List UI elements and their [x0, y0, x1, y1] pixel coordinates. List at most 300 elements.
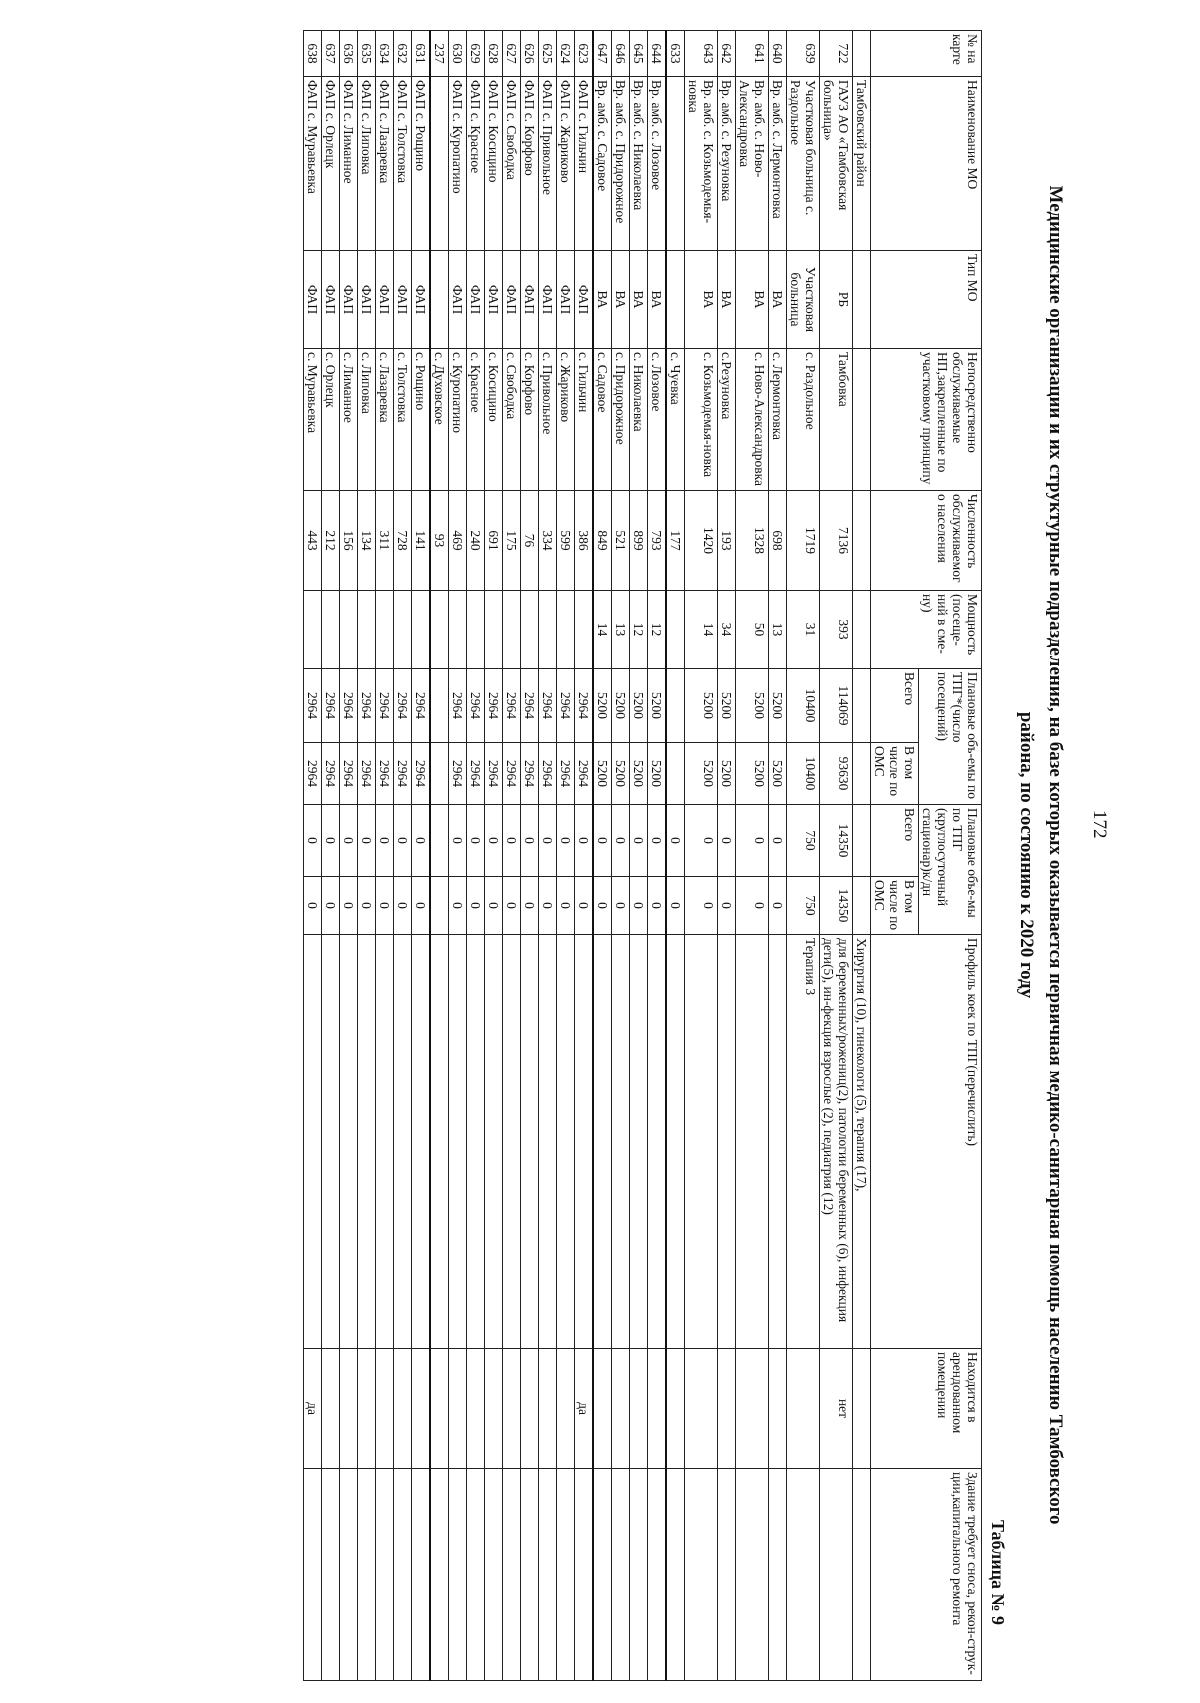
cell-profile [575, 935, 594, 1349]
cell-ao: 2964 [449, 743, 467, 805]
cell-name: Вр. амб. с. Садовое [593, 77, 612, 251]
cell-pop: 1420 [685, 491, 718, 591]
cell-repair [430, 1469, 449, 1681]
cell-name: Вр. амб. с. Лермонтовка [769, 77, 787, 251]
cell-so: 0 [394, 877, 412, 935]
cell-cap: 13 [612, 591, 630, 669]
cell-ao: 2964 [503, 743, 521, 805]
cell-cap [503, 591, 521, 669]
cell-name: Вр. амб. с. Придорожное [612, 77, 630, 251]
cell-pop: 469 [449, 491, 467, 591]
cell-num: 629 [467, 31, 485, 77]
cell-num: 636 [340, 31, 358, 77]
cell-type: ВА [612, 251, 630, 349]
cell-st: 0 [394, 805, 412, 877]
cell-name: ФАП с. Жариково [557, 77, 575, 251]
cell-name: Вр. амб. с. Козьмодемья-новка [685, 77, 718, 251]
cell-type: Участковая больница [787, 251, 820, 349]
cell-profile [467, 935, 485, 1349]
cell-st: 750 [787, 805, 820, 877]
cell-pop: 899 [630, 491, 648, 591]
header-stac-oms: В том числе по ОМС [871, 877, 919, 935]
cell-profile [630, 935, 648, 1349]
cell-profile [539, 935, 557, 1349]
cell-pop: 177 [666, 491, 685, 591]
cell-cap: 34 [718, 591, 736, 669]
cell-pop: 311 [376, 491, 394, 591]
cell-ao: 2964 [539, 743, 557, 805]
cell-rent [503, 1349, 521, 1469]
table-row [521, 31, 539, 1681]
profile-main-a: Хирургия (10), гинекологи (5), терапия (17), [853, 935, 871, 1349]
cell-st: 0 [304, 805, 322, 877]
cell-at: 5200 [685, 669, 718, 743]
cell-profile [503, 935, 521, 1349]
cell-repair [685, 1469, 718, 1681]
cell-at: 2964 [340, 669, 358, 743]
cell-so: 0 [685, 877, 718, 935]
cell-pop: 1719 [787, 491, 820, 591]
cell-pop: 1328 [736, 491, 769, 591]
table-row [322, 31, 340, 1681]
cell-cap: 31 [787, 591, 820, 669]
cell-pop: 691 [485, 491, 503, 591]
cell-num: 638 [304, 31, 322, 77]
table-row [612, 31, 630, 1681]
cell-profile [322, 935, 340, 1349]
cell-at: 5200 [769, 669, 787, 743]
cell-at: 2964 [557, 669, 575, 743]
cell-cap [376, 591, 394, 669]
cell-type: ВА [630, 251, 648, 349]
rotated-page [80, 30, 1120, 1680]
table-row [449, 31, 467, 1681]
cell-np: с. Раздольное [787, 349, 820, 491]
cell-pop: 134 [358, 491, 376, 591]
cell-cap [394, 591, 412, 669]
cell-num: 634 [376, 31, 394, 77]
cell-pop: 175 [503, 491, 521, 591]
table-row [593, 31, 612, 1681]
cell-at: 2964 [521, 669, 539, 743]
cell-ao: 5200 [685, 743, 718, 805]
table-row [467, 31, 485, 1681]
cell-profile [593, 935, 612, 1349]
cell-cap [666, 591, 685, 669]
cell-name: ФАП с. Толстовка [394, 77, 412, 251]
cell-profile [449, 935, 467, 1349]
cell-rent [612, 1349, 630, 1469]
cell-at: 2964 [322, 669, 340, 743]
cell-name: Вр. амб. с. Лозовое [648, 77, 667, 251]
cell-rent: да [304, 1349, 322, 1469]
cell-np: с. Лозовое [648, 349, 667, 491]
cell-st: 0 [685, 805, 718, 877]
cell-repair [557, 1469, 575, 1681]
cell-so: 0 [539, 877, 557, 935]
table-row [557, 31, 575, 1681]
table-row [718, 31, 736, 1681]
cell-name [430, 77, 449, 251]
cell-np: с. Николаевка [630, 349, 648, 491]
table-row [394, 31, 412, 1681]
cell-np: с. Орлецк [322, 349, 340, 491]
header-type: Тип МО [871, 251, 982, 349]
cell-ao: 2964 [394, 743, 412, 805]
cell-num: 642 [718, 31, 736, 77]
cell-profile [521, 935, 539, 1349]
cell-pop: 7136 [820, 491, 853, 591]
cell-np: с. Лазаревка [376, 349, 394, 491]
cell-so: 0 [467, 877, 485, 935]
cell-num: 647 [593, 31, 612, 77]
cell-cap: 14 [685, 591, 718, 669]
table-row [539, 31, 557, 1681]
cell-so: 0 [322, 877, 340, 935]
cell-np: с. Лермонтовка [769, 349, 787, 491]
cell-repair [376, 1469, 394, 1681]
cell-type: ФАП [394, 251, 412, 349]
cell-type: ВА [648, 251, 667, 349]
cell-amb-oms: 93630 [820, 743, 853, 805]
cell-ao: 5200 [612, 743, 630, 805]
cell-rent [593, 1349, 612, 1469]
cell-cap [521, 591, 539, 669]
cell-at: 10400 [787, 669, 820, 743]
cell-rent [449, 1349, 467, 1469]
cell-rent [769, 1349, 787, 1469]
header-rent: Находится в арендованном помещении [871, 1349, 982, 1469]
cell-cap: 393 [820, 591, 853, 669]
cell-at: 2964 [575, 669, 594, 743]
cell-num: 237 [430, 31, 449, 77]
cell-st: 0 [648, 805, 667, 877]
cell-profile [557, 935, 575, 1349]
cell-name: ФАП с. Косицино [485, 77, 503, 251]
cell-st: 0 [575, 805, 594, 877]
district-row [853, 31, 871, 1681]
cell-name: ФАП с. Привольное [539, 77, 557, 251]
cell-repair [467, 1469, 485, 1681]
cell-pop: 76 [521, 491, 539, 591]
cell-num: 641 [736, 31, 769, 77]
cell-num: 645 [630, 31, 648, 77]
cell-so: 0 [449, 877, 467, 935]
cell-repair [322, 1469, 340, 1681]
cell-so: 0 [769, 877, 787, 935]
cell-rent [340, 1349, 358, 1469]
cell-profile [304, 935, 322, 1349]
cell-name: ФАП с. Лиманное [340, 77, 358, 251]
cell-cap [449, 591, 467, 669]
header-amb-total: Всего [871, 669, 919, 743]
cell-name [666, 77, 685, 251]
cell-num: 639 [787, 31, 820, 77]
cell-type: ВА [736, 251, 769, 349]
header-profile: Профиль коек по ТПГ(перечислить) [871, 935, 982, 1349]
cell-so: 0 [304, 877, 322, 935]
cell-st: 0 [612, 805, 630, 877]
cell-cap: 50 [736, 591, 769, 669]
cell-name: ФАП с. Гильчин [575, 77, 594, 251]
cell-repair [648, 1469, 667, 1681]
cell-ao [666, 743, 685, 805]
cell-cap [539, 591, 557, 669]
cell-ao: 5200 [648, 743, 667, 805]
cell-ao: 2964 [322, 743, 340, 805]
header-repair: Здание требует сноса, рекон-струк-ции,капитального ремонта [871, 1469, 982, 1681]
title-line-2: района, по состоянию к 2020 году [1016, 711, 1037, 999]
cell-at: 2964 [304, 669, 322, 743]
cell-rent [630, 1349, 648, 1469]
cell-num: 624 [557, 31, 575, 77]
cell-name: ФАП с. Корфово [521, 77, 539, 251]
cell-num: 644 [648, 31, 667, 77]
cell-rent [467, 1349, 485, 1469]
cell-type: ФАП [376, 251, 394, 349]
cell-pop: 521 [612, 491, 630, 591]
cell-ao: 5200 [769, 743, 787, 805]
cell-type: ФАП [358, 251, 376, 349]
cell-cap [340, 591, 358, 669]
cell-np: с. Садовое [593, 349, 612, 491]
cell-cap [467, 591, 485, 669]
cell-at [666, 669, 685, 743]
cell-np: с. Красное [467, 349, 485, 491]
cell-at: 2964 [503, 669, 521, 743]
cell-repair [820, 1469, 853, 1681]
cell-num: 627 [503, 31, 521, 77]
cell-repair [593, 1469, 612, 1681]
cell-pop: 793 [648, 491, 667, 591]
cell-rent [376, 1349, 394, 1469]
cell-np: Тамбовка [820, 349, 853, 491]
cell-repair [575, 1469, 594, 1681]
cell-np: с. Привольное [539, 349, 557, 491]
table-row [503, 31, 521, 1681]
cell-profile [648, 935, 667, 1349]
cell-at: 2964 [358, 669, 376, 743]
cell-profile [430, 935, 449, 1349]
cell-num: 628 [485, 31, 503, 77]
cell-pop: 334 [539, 491, 557, 591]
cell-repair [503, 1469, 521, 1681]
data-table [303, 30, 982, 1681]
title-line-1: Медицинские организации и их структурные подразделения, на базе которых оказывается первичная медико-санитарная помощь населению Тамбовского [1045, 185, 1066, 1525]
cell-repair [630, 1469, 648, 1681]
cell-st: 0 [736, 805, 769, 877]
district-name: Тамбовский район [853, 77, 871, 251]
table-row [485, 31, 503, 1681]
cell-at: 2964 [485, 669, 503, 743]
cell-type: ФАП [304, 251, 322, 349]
cell-st: 0 [666, 805, 685, 877]
header-pop: Численность обслуживаемого населения [871, 491, 982, 591]
cell-cap: 13 [769, 591, 787, 669]
cell-type: ВА [593, 251, 612, 349]
cell-repair [666, 1469, 685, 1681]
cell-rent [685, 1349, 718, 1469]
cell-st: 0 [449, 805, 467, 877]
cell-np: с. Козьмодемья-новка [685, 349, 718, 491]
table-row [304, 31, 322, 1681]
cell-rent [736, 1349, 769, 1469]
cell-profile [485, 935, 503, 1349]
cell-rent: да [575, 1349, 594, 1469]
cell-at: 5200 [612, 669, 630, 743]
cell-np: с. Гильчин [575, 349, 594, 491]
cell-so: 0 [503, 877, 521, 935]
cell-rent [648, 1349, 667, 1469]
cell-profile: Терапия 3 [787, 935, 820, 1349]
cell-so: 0 [485, 877, 503, 935]
cell-num: 637 [322, 31, 340, 77]
cell-at: 2964 [467, 669, 485, 743]
cell-amb-total: 114069 [820, 669, 853, 743]
cell-np: с. Ново-Александровка [736, 349, 769, 491]
cell-profile [736, 935, 769, 1349]
cell-so: 0 [612, 877, 630, 935]
cell-so: 0 [718, 877, 736, 935]
cell-profile [376, 935, 394, 1349]
cell-at: 2964 [412, 669, 431, 743]
cell-type: ФАП [485, 251, 503, 349]
cell-pop: 240 [467, 491, 485, 591]
cell-cap: 12 [648, 591, 667, 669]
cell-type: ФАП [322, 251, 340, 349]
cell-repair [412, 1469, 431, 1681]
cell-so: 0 [412, 877, 431, 935]
cell-num: 643 [685, 31, 718, 77]
cell-num: 635 [358, 31, 376, 77]
cell-cap [358, 591, 376, 669]
cell-name: ФАП с. Орлецк [322, 77, 340, 251]
cell-ao: 2964 [412, 743, 431, 805]
cell-pop: 193 [718, 491, 736, 591]
cell-np: с. Придорожное [612, 349, 630, 491]
cell-name: Вр. амб. с. Ново-Александровка [736, 77, 769, 251]
cell-at [430, 669, 449, 743]
cell-name: ФАП с. Куропатино [449, 77, 467, 251]
cell-rent [666, 1349, 685, 1469]
cell-ao: 2964 [557, 743, 575, 805]
cell-ao: 10400 [787, 743, 820, 805]
cell-cap [430, 591, 449, 669]
header-stac-total: Всего [871, 805, 919, 877]
cell-at: 5200 [630, 669, 648, 743]
cell-at: 2964 [394, 669, 412, 743]
cell-repair [304, 1469, 322, 1681]
cell-ao: 5200 [718, 743, 736, 805]
table-row [575, 31, 594, 1681]
cell-ao [430, 743, 449, 805]
table-row [376, 31, 394, 1681]
cell-st: 0 [718, 805, 736, 877]
cell-so: 0 [630, 877, 648, 935]
cell-st: 0 [485, 805, 503, 877]
cell-st: 0 [557, 805, 575, 877]
cell-rent [557, 1349, 575, 1469]
cell-np: с. Духовское [430, 349, 449, 491]
cell-repair [394, 1469, 412, 1681]
cell-num: 646 [612, 31, 630, 77]
cell-st: 0 [539, 805, 557, 877]
cell-num: 623 [575, 31, 594, 77]
cell-name: ФАП с. Свободка [503, 77, 521, 251]
cell-name: ФАП с. Липовка [358, 77, 376, 251]
table-row [430, 31, 449, 1681]
cell-at: 5200 [718, 669, 736, 743]
cell-type: ВА [685, 251, 718, 349]
cell-st: 0 [412, 805, 431, 877]
cell-type: ФАП [412, 251, 431, 349]
cell-name: Участковая больница с. Раздольное [787, 77, 820, 251]
cell-at: 2964 [449, 669, 467, 743]
cell-st: 0 [769, 805, 787, 877]
cell-cap [485, 591, 503, 669]
table-row [769, 31, 787, 1681]
cell-so: 0 [593, 877, 612, 935]
cell-rent [521, 1349, 539, 1469]
cell-pop: 849 [593, 491, 612, 591]
cell-name: Вр. амб. с. Резуновка [718, 77, 736, 251]
cell-type: ФАП [575, 251, 594, 349]
cell-num: 722 [820, 31, 853, 77]
cell-ao: 2964 [575, 743, 594, 805]
cell-type: ФАП [340, 251, 358, 349]
cell-at: 5200 [593, 669, 612, 743]
cell-np: с. Чуевка [666, 349, 685, 491]
cell-rent [485, 1349, 503, 1469]
header-np: Непосредственно обслуживаемые НП,закрепленные по участковому принципу [871, 349, 982, 491]
cell-rent [539, 1349, 557, 1469]
cell-type: ФАП [449, 251, 467, 349]
cell-st: 0 [322, 805, 340, 877]
cell-profile [718, 935, 736, 1349]
cell-st: 0 [467, 805, 485, 877]
cell-repair [340, 1469, 358, 1681]
cell-rent [394, 1349, 412, 1469]
cell-num: 626 [521, 31, 539, 77]
cell-ao: 2964 [485, 743, 503, 805]
cell-repair [612, 1469, 630, 1681]
cell-type: РБ [820, 251, 853, 349]
cell-at: 2964 [376, 669, 394, 743]
table-row [666, 31, 685, 1681]
cell-ao: 5200 [630, 743, 648, 805]
cell-cap: 12 [630, 591, 648, 669]
cell-so: 0 [648, 877, 667, 935]
cell-type: ФАП [503, 251, 521, 349]
cell-name: Вр. амб. с. Николаевка [630, 77, 648, 251]
page-title [1012, 140, 1070, 1570]
cell-so: 0 [557, 877, 575, 935]
cell-st: 0 [521, 805, 539, 877]
cell-st: 0 [630, 805, 648, 877]
cell-rent [322, 1349, 340, 1469]
cell-at: 5200 [736, 669, 769, 743]
cell-cap [557, 591, 575, 669]
cell-type: ВА [769, 251, 787, 349]
cell-repair [449, 1469, 467, 1681]
header-name: Наименование МО [871, 77, 982, 251]
cell-np: с. Липовка [358, 349, 376, 491]
cell-type: ФАП [539, 251, 557, 349]
cell-profile [394, 935, 412, 1349]
header-row [919, 31, 982, 1681]
cell-np: с. Косицино [485, 349, 503, 491]
cell-type: ФАП [467, 251, 485, 349]
